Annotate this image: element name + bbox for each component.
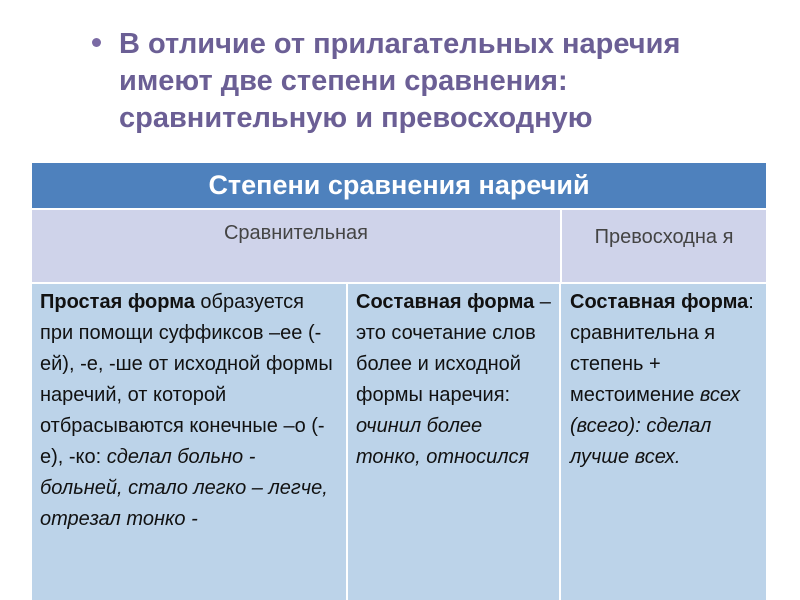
comparison-table bbox=[30, 163, 768, 600]
bullet-text: В отличие от прилагательных наречия имеют две степени сравнения: сравнительную и превосходную bbox=[119, 28, 681, 134]
cell-compound-superlative-example: всех (всего): сделал лучше всех. bbox=[570, 384, 741, 468]
cell-simple-form-text: образуется при помощи суффиксов –ее (-ей), -е, -ше от исходной формы наречий, от которой отбрасываются конечные –о (-е), -ко: bbox=[40, 291, 333, 468]
table-header-row bbox=[32, 210, 766, 282]
cell-simple-form-example: сделал больно - больней, стало легко – легче, отрезал тонко - bbox=[40, 446, 328, 530]
cell-compound-comparative-example: очинил более тонко, относился bbox=[356, 415, 530, 468]
cell-simple-form bbox=[32, 284, 348, 600]
bullet-dot-icon bbox=[92, 38, 101, 47]
header-comparative: Сравнительная bbox=[32, 210, 562, 282]
cell-compound-comparative bbox=[348, 284, 561, 600]
table-body-row bbox=[32, 282, 766, 600]
cell-compound-comparative-title: Составная форма bbox=[356, 291, 535, 313]
cell-compound-comparative-text: – это сочетание слов более и исходной формы наречия: bbox=[356, 291, 551, 406]
cell-simple-form-title: Простая форма bbox=[40, 291, 195, 313]
table-title: Степени сравнения наречий bbox=[32, 163, 766, 210]
header-superlative: Превосходна я bbox=[594, 226, 734, 248]
bullet-point bbox=[92, 26, 782, 137]
cell-compound-superlative bbox=[562, 284, 766, 600]
cell-compound-superlative-text: : сравнительна я степень + местоимение bbox=[570, 291, 754, 406]
cell-compound-superlative-title: Составная форма bbox=[570, 291, 749, 313]
